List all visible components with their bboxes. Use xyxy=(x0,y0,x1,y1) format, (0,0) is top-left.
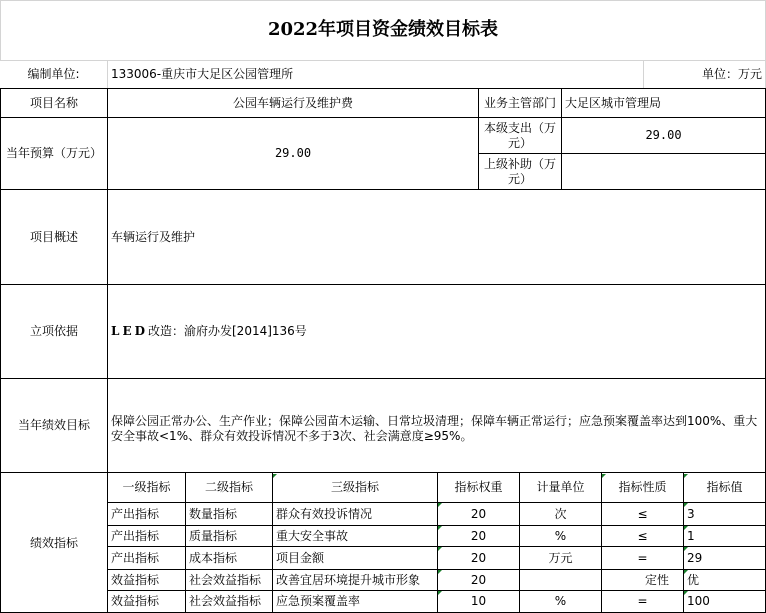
row-value: 3 xyxy=(687,506,695,521)
project-name-value: 公园车辆运行及维护费 xyxy=(232,95,353,110)
row-level2: 数量指标 xyxy=(189,506,238,521)
row-nature: = xyxy=(637,594,648,608)
row-weight: 20 xyxy=(470,528,487,543)
own-spend-label: 本级支出（万元） xyxy=(483,120,556,150)
indicator-label: 绩效指标 xyxy=(29,535,78,550)
row-nature: ≤ xyxy=(637,506,648,521)
row-level3: 应急预案覆盖率 xyxy=(276,594,361,608)
row-level3: 改善宜居环境提升城市形象 xyxy=(276,572,421,587)
row-weight: 20 xyxy=(470,550,487,565)
header-level2: 二级指标 xyxy=(204,480,253,494)
row-weight: 10 xyxy=(470,594,487,608)
basis-value: 改造：渝府办发[2014]136号 xyxy=(148,324,307,338)
org-label: 编制单位: xyxy=(27,67,80,81)
row-nature: ≤ xyxy=(637,528,648,543)
row-unit: 次 xyxy=(554,506,567,521)
row-level1: 产出指标 xyxy=(111,550,160,565)
row-level2: 社会效益指标 xyxy=(189,594,262,608)
row-nature: = xyxy=(637,550,648,565)
row-level2: 质量指标 xyxy=(189,528,238,543)
row-level3: 群众有效投诉情况 xyxy=(276,506,373,521)
row-level1: 效益指标 xyxy=(111,594,160,608)
row-level3: 重大安全事故 xyxy=(276,528,349,543)
subsidy-value xyxy=(562,154,765,189)
row-level1: 效益指标 xyxy=(111,572,160,587)
row-level1: 产出指标 xyxy=(111,528,160,543)
row-level2: 成本指标 xyxy=(189,550,238,565)
row-weight: 20 xyxy=(470,506,487,521)
dept-value: 大足区城市管理局 xyxy=(565,95,662,110)
row-unit: 万元 xyxy=(548,550,573,565)
row-value: 29 xyxy=(687,550,703,565)
basis-value-cell xyxy=(108,285,765,378)
header-value: 指标值 xyxy=(706,480,743,494)
row-value: 100 xyxy=(687,594,710,608)
header-level1: 一级指标 xyxy=(122,480,171,494)
row-nature: 定性 xyxy=(644,572,669,587)
row-level3: 项目金额 xyxy=(276,550,325,565)
own-spend-value: 29.00 xyxy=(645,128,682,142)
unit-label: 单位：万元 xyxy=(701,67,762,81)
org-value: 133006-重庆市大足区公园管理所 xyxy=(111,67,294,81)
overview-label: 项目概述 xyxy=(29,229,78,244)
subsidy-label: 上级补助（万元） xyxy=(483,156,556,186)
budget-label: 当年预算（万元） xyxy=(5,146,102,160)
budget-value: 29.00 xyxy=(274,146,312,160)
row-unit xyxy=(520,570,601,590)
header-unit: 计量单位 xyxy=(536,480,585,494)
row-weight: 20 xyxy=(470,572,487,587)
dept-label: 业务主管部门 xyxy=(483,95,556,110)
basis-led-text: LED xyxy=(111,324,148,338)
basis-label: 立项依据 xyxy=(29,324,78,338)
header-level3: 三级指标 xyxy=(330,480,379,494)
goal-label: 当年绩效目标 xyxy=(17,418,90,432)
goal-value: 保障公园正常办公、生产作业；保障公园苗木运输、日常垃圾清理；保障车辆正常运行；应急预案覆盖率达到100%、重大安全事故<1%、群众有效投诉情况不多于3次、社会满意度≥95%。 xyxy=(111,413,758,443)
header-weight: 指标权重 xyxy=(454,480,503,494)
row-level2: 社会效益指标 xyxy=(189,572,262,587)
row-level1: 产出指标 xyxy=(111,506,160,521)
project-name-label: 项目名称 xyxy=(29,95,78,110)
row-unit: % xyxy=(554,594,567,608)
row-value: 优 xyxy=(687,572,700,587)
overview-value: 车辆运行及维护 xyxy=(111,229,196,244)
header-nature: 指标性质 xyxy=(618,480,667,494)
page-title: 2022年项目资金绩效目标表 xyxy=(267,18,499,40)
row-unit: % xyxy=(554,528,567,543)
row-value: 1 xyxy=(687,528,695,543)
